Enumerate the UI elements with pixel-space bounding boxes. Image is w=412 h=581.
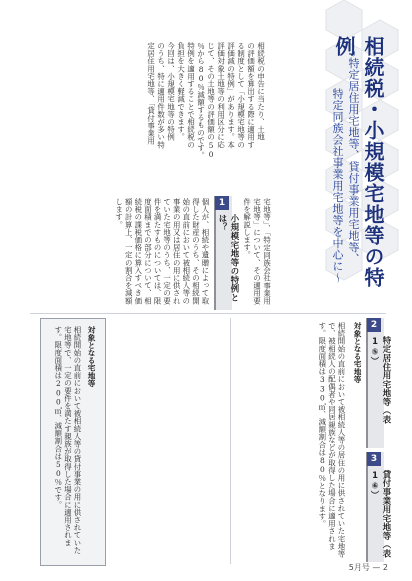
intro-end-col-1: 宅地等」、「特定同族会社事業用 (262, 198, 272, 305)
intro-text-col-10: 今回は、小規模宅地等の特例 (166, 42, 176, 141)
section-3-subheading: 対象となる宅地等 (87, 326, 96, 387)
intro-text-col-2: の評価額を算出する際に適用す (246, 42, 256, 149)
intro-text-col-5: 評価対象土地等の利用区分に応 (216, 42, 226, 149)
page-footer: 5月号 — 2 (348, 563, 388, 572)
intro-text-col-6: じて、その土地等の評価額の50 (206, 42, 216, 160)
section-2-number: 2 (367, 318, 381, 332)
intro-text-col-8: 特例を適用することで相続税の (186, 42, 196, 149)
intro-text-col-12: 定居住用宅地等、「貸付事業用 (146, 42, 156, 145)
section-2-subheading: 対象となる宅地等 (353, 322, 362, 383)
section-3-text: 相続開始の直前において被相続人等の貸付事業の用に供されていた宅地等で、一定の要件を満たす親族が取得した場合に適用されます。限度面積は200㎡、減額割合は50％です。 (53, 326, 82, 554)
page-title: 相続税・小規模宅地等の特例 (332, 36, 385, 288)
section-1-title: 小規模宅地等の特例とは？ (218, 214, 240, 302)
page-subtitle-line1: 〜特定居住用宅地等、貸付事業用宅地等、 (347, 46, 360, 265)
page-subtitle-line2: 特定同族会社事業用宅地等を中心に〜 (331, 88, 344, 284)
intro-text-col-7: ％から80％減額するものです。 (196, 42, 206, 160)
section-1-number: 1 (215, 196, 229, 210)
section-3-number: 3 (367, 452, 381, 466)
intro-text-col-1: 相続税の申告に当たり、土地 (256, 42, 266, 141)
column-divider (230, 318, 231, 564)
intro-text-col-11: のうち、特に適用件数が多い特 (156, 42, 166, 149)
intro-text-col-3: る制度として「小規模宅地等の (236, 42, 246, 149)
section-2-text: 相続開始の直前において被相続人等の居住の用に供されていた宅地等で、被相続人の配偶者や同居親族などが取得した場合に適用されます。限度面積は330㎡、減額割合は80％となります。 (317, 322, 346, 558)
intro-end-col-2: 宅地等」について、その適用要 (252, 198, 262, 305)
section-3-title: 貸付事業用宅地等（表1⑥） (370, 470, 392, 558)
intro-end-col-3: 件を解説します。 (242, 198, 252, 259)
section-1-text: 個人が、相続や遺贈によって取得した財産のうち、その相続開始の直前において被相続人等の事業の用又は居住の用に供されていた宅地等のうち、一定の要件を満たすものについては、限度面積までの部分について、相続税の課税価格に算入すべき価額の計算上、一定の割合を減額します。 (114, 198, 210, 305)
intro-text-col-9: 負担を大きく軽減できます。 (176, 42, 186, 141)
divider (30, 313, 386, 314)
intro-text-col-4: 評価減の特例」があります。本 (226, 42, 236, 149)
section-2-title: 特定居住用宅地等（表1⑤） (370, 336, 392, 424)
